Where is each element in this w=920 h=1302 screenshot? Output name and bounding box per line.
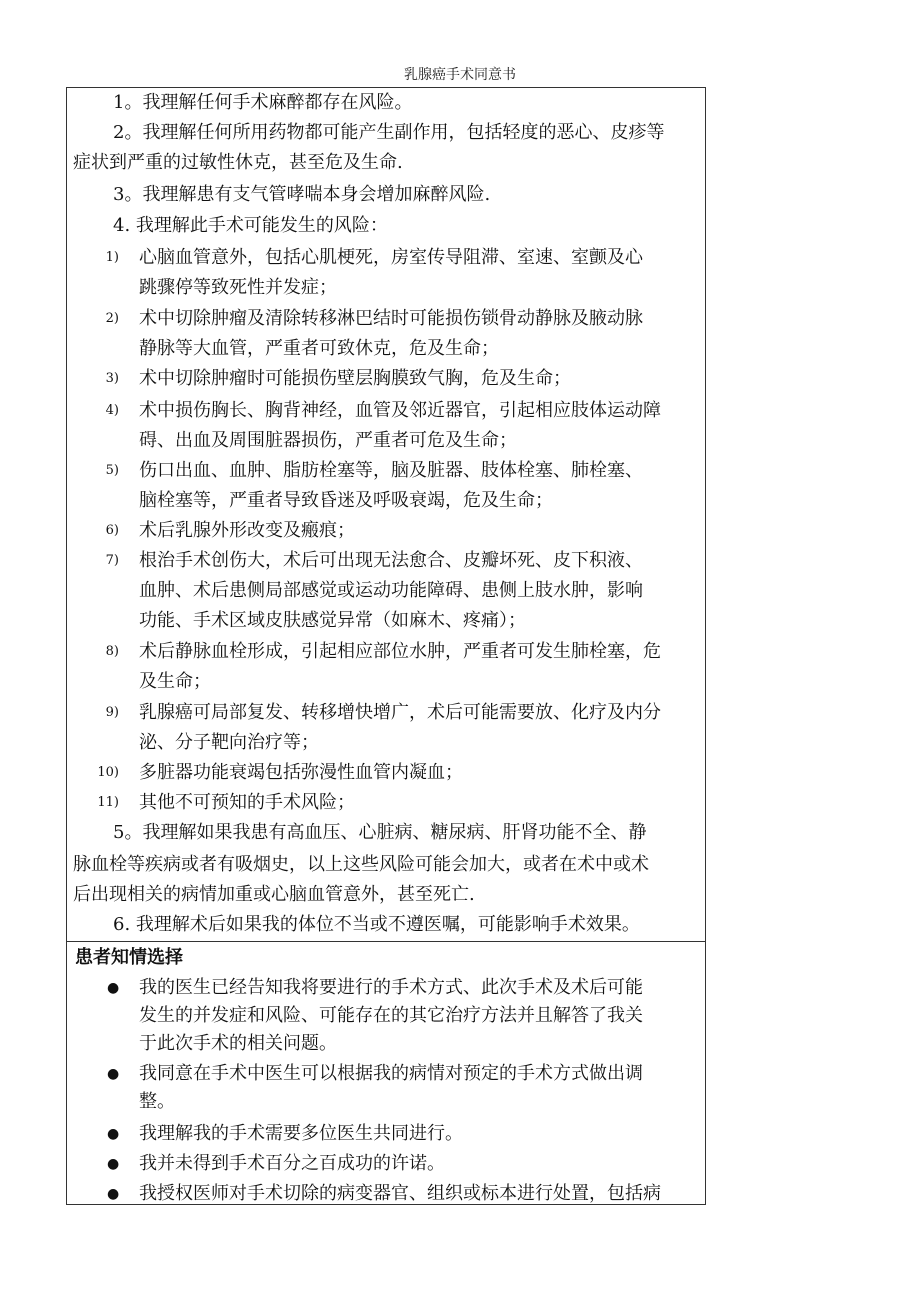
risk-item-number: 7) bbox=[105, 553, 119, 568]
risk-item-number: 3) bbox=[105, 371, 119, 386]
section-divider bbox=[67, 941, 705, 942]
bullet-icon: ● bbox=[107, 1156, 120, 1172]
risk-item-number: 8) bbox=[105, 644, 119, 659]
paragraph-3-text: 3。我理解患有支气管哮喘本身会增加麻醉风险. bbox=[113, 184, 491, 205]
risk-item-text: 泌、分子靶向治疗等； bbox=[139, 732, 319, 753]
risk-item-number: 10) bbox=[97, 765, 119, 780]
risk-item-text: 脑栓塞等，严重者导致昏迷及呼吸衰竭，危及生命； bbox=[139, 490, 553, 511]
paragraph-1-text: 1。我理解任何手术麻醉都存在风险。 bbox=[113, 92, 413, 113]
risk-item-text: 多脏器功能衰竭包括弥漫性血管内凝血； bbox=[139, 762, 463, 783]
bullet-icon: ● bbox=[107, 1186, 120, 1202]
risk-item-number: 6) bbox=[105, 523, 119, 538]
paragraph-5-text-2: 脉血栓等疾病或者有吸烟史，以上这些风险可能会加大，或者在术中或术 bbox=[73, 854, 649, 875]
consent-heading: 患者知情选择 bbox=[75, 947, 183, 968]
consent-item-text: 我同意在手术中医生可以根据我的病情对预定的手术方式做出调 bbox=[139, 1063, 643, 1084]
consent-form-frame bbox=[66, 87, 706, 1205]
risk-item-text: 及生命； bbox=[139, 671, 211, 692]
bullet-icon: ● bbox=[107, 980, 120, 996]
paragraph-2-text-1: 2。我理解任何所用药物都可能产生副作用，包括轻度的恶心、皮疹等 bbox=[113, 122, 665, 143]
risk-item-number: 5) bbox=[105, 463, 119, 478]
paragraph-4-text: 4. 我理解此手术可能发生的风险： bbox=[113, 215, 388, 236]
bullet-icon: ● bbox=[107, 1066, 120, 1082]
risk-item-number: 11) bbox=[97, 795, 119, 810]
risk-item-text: 根治手术创伤大，术后可出现无法愈合、皮瓣坏死、皮下积液、 bbox=[139, 550, 643, 571]
risk-item-text: 术中损伤胸长、胸背神经，血管及邻近器官，引起相应肢体运动障 bbox=[139, 400, 661, 421]
risk-item-text: 乳腺癌可局部复发、转移增快增广，术后可能需要放、化疗及内分 bbox=[139, 702, 661, 723]
risk-item-text: 功能、手术区域皮肤感觉异常（如麻木、疼痛）； bbox=[139, 610, 526, 631]
risk-item-text: 碍、出血及周围脏器损伤，严重者可危及生命； bbox=[139, 430, 517, 451]
risk-item-number: 9) bbox=[105, 705, 119, 720]
risk-item-number: 4) bbox=[105, 403, 119, 418]
paragraph-5-text-3: 后出现相关的病情加重或心脑血管意外，甚至死亡. bbox=[73, 884, 475, 905]
risk-item-text: 术后乳腺外形改变及瘢痕； bbox=[139, 520, 355, 541]
consent-item-text: 整。 bbox=[139, 1091, 175, 1112]
risk-item-text: 伤口出血、血肿、脂肪栓塞等，脑及脏器、肢体栓塞、肺栓塞、 bbox=[139, 460, 643, 481]
consent-item-text: 我的医生已经告知我将要进行的手术方式、此次手术及术后可能 bbox=[139, 977, 643, 998]
risk-item-text: 跳骤停等致死性并发症； bbox=[139, 277, 337, 298]
consent-item-text: 于此次手术的相关问题。 bbox=[139, 1033, 337, 1054]
risk-item-number: 2) bbox=[105, 311, 119, 326]
risk-item-text: 术中切除肿瘤及清除转移淋巴结时可能损伤锁骨动静脉及腋动脉 bbox=[139, 308, 643, 329]
consent-item-text: 我并未得到手术百分之百成功的许诺。 bbox=[139, 1153, 445, 1174]
risk-item-text: 心脑血管意外，包括心肌梗死，房室传导阻滞、室速、室颤及心 bbox=[139, 247, 643, 268]
consent-item-text: 我理解我的手术需要多位医生共同进行。 bbox=[139, 1123, 463, 1144]
paragraph-6-text: 6. 我理解术后如果我的体位不当或不遵医嘱，可能影响手术效果。 bbox=[113, 914, 640, 935]
risk-item-text: 其他不可预知的手术风险； bbox=[139, 792, 355, 813]
paragraph-5-text-1: 5。我理解如果我患有高血压、心脏病、糖尿病、肝肾功能不全、静 bbox=[113, 822, 647, 843]
risk-item-text: 血肿、术后患侧局部感觉或运动功能障碍、患侧上肢水肿，影响 bbox=[139, 580, 643, 601]
document-title: 乳腺癌手术同意书 bbox=[404, 67, 516, 83]
risk-item-text: 术中切除肿瘤时可能损伤壁层胸膜致气胸，危及生命； bbox=[139, 368, 571, 389]
bullet-icon: ● bbox=[107, 1126, 120, 1142]
paragraph-2-text-2: 症状到严重的过敏性休克，甚至危及生命. bbox=[73, 152, 403, 173]
consent-item-text: 我授权医师对手术切除的病变器官、组织或标本进行处置，包括病 bbox=[139, 1183, 661, 1204]
risk-item-number: 1) bbox=[105, 250, 119, 265]
consent-item-text: 发生的并发症和风险、可能存在的其它治疗方法并且解答了我关 bbox=[139, 1005, 643, 1026]
risk-item-text: 术后静脉血栓形成，引起相应部位水肿，严重者可发生肺栓塞，危 bbox=[139, 641, 661, 662]
risk-item-text: 静脉等大血管，严重者可致休克，危及生命； bbox=[139, 338, 499, 359]
